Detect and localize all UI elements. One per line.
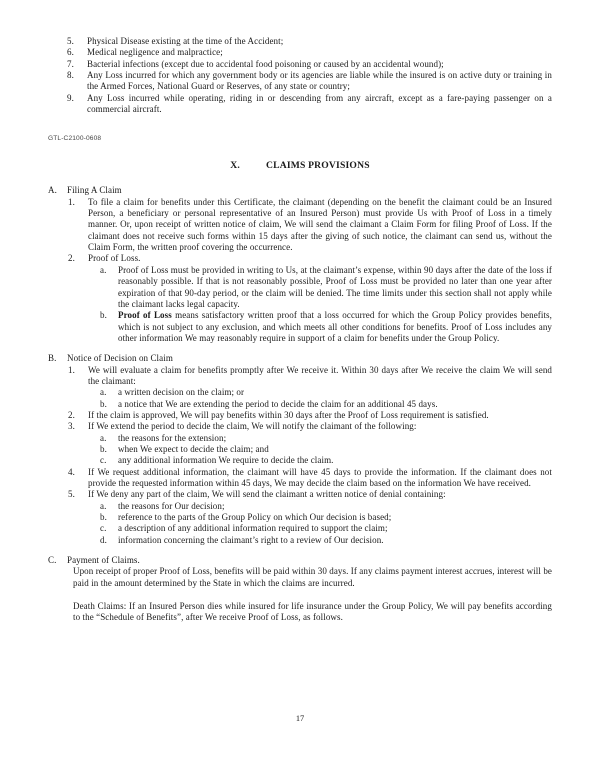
section-b-item-2 xyxy=(48,410,552,421)
section-marker: B. xyxy=(48,353,57,364)
list-marker: 7. xyxy=(67,58,74,69)
section-b-item-1-sub-b xyxy=(48,399,552,410)
list-item-text: the reasons for the extension; xyxy=(118,432,227,443)
list-marker: 2. xyxy=(68,409,75,420)
form-code: GTL-C2100-0608 xyxy=(48,135,102,143)
section-a-item-1 xyxy=(48,197,552,254)
list-item-text: reference to the parts of the Group Policy on which Our decision is based; xyxy=(118,512,392,523)
page-number: 17 xyxy=(295,714,305,723)
spacer xyxy=(48,589,552,601)
list-marker: 2. xyxy=(68,253,75,264)
list-item-text: Physical Disease existing at the time of the Accident; xyxy=(87,36,284,46)
section-a-item-2-sub-b xyxy=(48,310,552,344)
section-b-title: Notice of Decision on Claim xyxy=(67,353,173,364)
list-marker: 1. xyxy=(68,196,75,207)
list-item-text: Any Loss incurred for which any government body or its agencies are liable while the insured is on active duty or training in the Armed Forces, National Guard or Reserves, of any state or country; xyxy=(87,70,552,92)
list-item-text: Bacterial infections (except due to accidental food poisoning or caused by an accidental wound); xyxy=(87,58,444,69)
section-b-item-5-sub-a xyxy=(48,501,552,512)
list-item-text: To file a claim for benefits under this Certificate, the claimant (depending on the benefit the claimant could be an Insured Person, a beneficiary or personal representative of an Insured Person) must provide Us with Proof of Loss in a timely manner. Or, upon receipt of written notice of claim, We will send the claimant a Claim Form for filing Proof of Loss. If the claimant does not receive such forms within 15 days after the giving of such notice, the claimant can send us, without the Claim Form, the written proof covering the occurrence. xyxy=(88,196,552,253)
list-item-text: Proof of Loss must be provided in writing to Us, at the claimant’s expense, within 90 days after the date of the loss if reasonably possible. If that is not reasonably possible, Proof of Loss must be provided no later than one year after expiration of that 90-day period, or the claim will be denied. The time limits under this section shall not apply while the claimant lacks legal capacity. xyxy=(118,264,552,309)
list-marker: b. xyxy=(100,398,107,409)
section-b-item-3 xyxy=(48,421,552,432)
list-item-text: any additional information We require to decide the claim. xyxy=(118,455,334,466)
list-marker: 6. xyxy=(67,47,74,58)
spacer xyxy=(48,344,552,353)
list-item xyxy=(48,59,552,70)
list-item xyxy=(48,47,552,58)
section-marker: A. xyxy=(48,185,57,196)
section-b-heading xyxy=(48,353,552,364)
list-item xyxy=(48,70,552,93)
list-marker: 4. xyxy=(68,466,75,477)
section-c-paragraph-2: Death Claims: If an Insured Person dies while insured for life insurance under the Group Policy, We will pay benefits according to the “Schedule of Benefits”, after We receive Proof of Loss, as follows. xyxy=(73,601,552,623)
list-item xyxy=(48,93,552,116)
list-marker: 8. xyxy=(67,70,74,81)
section-a xyxy=(48,185,552,344)
section-b-item-1-sub-a xyxy=(48,387,552,398)
list-item-text: If We deny any part of the claim, We will send the claimant a written notice of denial containing: xyxy=(88,489,446,500)
list-item-text xyxy=(118,310,552,344)
page-content xyxy=(48,36,552,624)
list-marker: 9. xyxy=(67,92,74,103)
section-marker: C. xyxy=(48,555,57,566)
list-marker: 1. xyxy=(68,364,75,375)
section-b-item-3-sub-b xyxy=(48,444,552,455)
section-title: CLAIMS PROVISIONS xyxy=(265,160,370,172)
section-b-item-4 xyxy=(48,467,552,490)
list-item-text: a description of any additional information required to support the claim; xyxy=(118,523,388,534)
section-a-title: Filing A Claim xyxy=(67,185,122,196)
list-item-text: Any Loss incurred while operating, riding in or descending from any aircraft, except as a fare-paying passenger on a commercial aircraft. xyxy=(87,92,552,115)
list-marker: 3. xyxy=(68,421,75,432)
list-item-text: We will evaluate a claim for benefits promptly after We receive it. Within 30 days after We receive the claim We will send the claimant: xyxy=(88,364,552,386)
list-marker: 5. xyxy=(67,36,74,46)
spacer xyxy=(48,546,552,555)
list-marker: 5. xyxy=(68,489,75,500)
list-item-text: If We extend the period to decide the claim, We will notify the claimant of the following: xyxy=(88,421,417,432)
list-marker: c. xyxy=(100,455,107,466)
list-marker: a. xyxy=(100,500,107,511)
list-marker: a. xyxy=(100,264,107,275)
list-item-text: a written decision on the claim; or xyxy=(118,387,245,398)
section-b-item-5 xyxy=(48,489,552,500)
section-b xyxy=(48,353,552,546)
section-a-item-2-sub-a xyxy=(48,265,552,310)
list-marker: b. xyxy=(100,310,107,321)
section-c-paragraph-1: Upon receipt of proper Proof of Loss, benefits will be paid within 30 days. If any claims payment interest accrues, interest will be paid in the amount determined by the State in which the claims are incurred. xyxy=(73,566,553,588)
list-item-text: If the claim is approved, We will pay benefits within 30 days after the Proof of Loss requirement is satisfied. xyxy=(88,409,489,420)
list-item xyxy=(48,36,552,47)
list-marker: c. xyxy=(100,523,107,534)
list-item-text: information concerning the claimant’s right to a review of Our decision. xyxy=(118,534,384,545)
definition-text: means satisfactory written proof that a loss occurred for which the Group Policy provides benefits, which is not subject to any exclusion, and which meets all other conditions for benefits. Proof of Loss includes any other information We may reasonably require in support of a claim for benefits under the Group Policy. xyxy=(118,310,552,343)
list-marker: b. xyxy=(100,443,107,454)
list-item-text: the reasons for Our decision; xyxy=(118,500,225,511)
section-b-item-5-sub-b xyxy=(48,512,552,523)
exclusions-continued-list xyxy=(48,36,552,115)
section-a-heading xyxy=(48,185,552,196)
list-item-text: when We expect to decide the claim; and xyxy=(118,443,269,454)
list-item-text: Medical negligence and malpractice; xyxy=(87,47,223,58)
list-item-text: If We request additional information, the claimant will have 45 days to provide the information. If the claimant does not provide the requested information within 45 days, We may decide the claim based on the information We have received. xyxy=(88,466,552,488)
section-b-item-1 xyxy=(48,365,552,388)
list-marker: a. xyxy=(100,387,107,398)
section-c-heading xyxy=(48,555,552,566)
list-item-text: a notice that We are extending the period to decide the claim for an additional 45 days. xyxy=(118,398,438,409)
section-b-item-3-sub-a xyxy=(48,433,552,444)
list-item-text: Proof of Loss. xyxy=(88,253,141,264)
section-b-item-3-sub-c xyxy=(48,455,552,466)
section-a-item-2 xyxy=(48,253,552,264)
section-b-item-5-sub-d xyxy=(48,535,552,546)
list-marker: b. xyxy=(100,512,107,523)
section-c-title: Payment of Claims. xyxy=(67,555,140,566)
section-c xyxy=(48,555,552,624)
list-marker: a. xyxy=(100,432,107,443)
section-numeral: X. xyxy=(230,160,240,172)
section-b-item-5-sub-c xyxy=(48,523,552,534)
page-title xyxy=(48,160,552,171)
defined-term: Proof of Loss xyxy=(118,310,172,321)
list-marker: d. xyxy=(100,534,107,545)
